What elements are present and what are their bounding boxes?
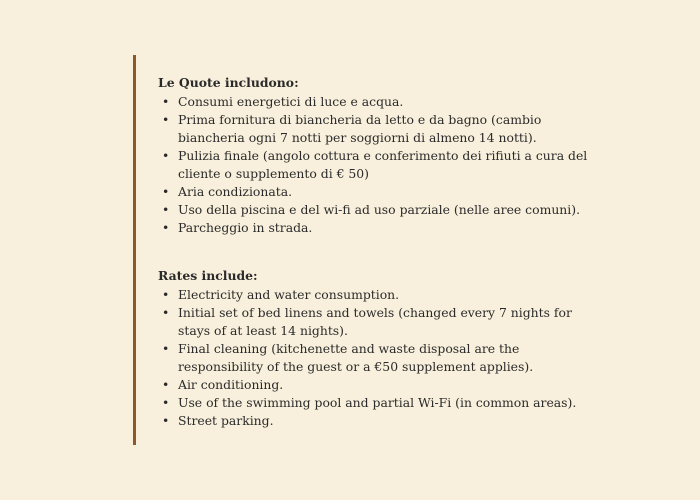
list-item: • Use of the swimming pool and partial Wi-Fi (in common areas). xyxy=(158,394,598,412)
list-item: • Consumi energetici di luce e acqua. xyxy=(158,93,598,111)
list-item: • Initial set of bed linens and towels (changed every 7 nights for stays of at least 14 nights). xyxy=(158,304,598,340)
list-item: • Electricity and water consumption. xyxy=(158,286,598,304)
italian-inclusions-list xyxy=(158,93,598,237)
english-rates-section xyxy=(158,267,598,430)
list-item: • Parcheggio in strada. xyxy=(158,219,598,237)
list-item: • Street parking. xyxy=(158,412,598,430)
italian-rates-section xyxy=(158,74,598,237)
list-item: • Uso della piscina e del wi-fi ad uso parziale (nelle aree comuni). xyxy=(158,201,598,219)
english-heading: Rates include: xyxy=(158,268,258,283)
list-item: • Aria condizionata. xyxy=(158,183,598,201)
list-item: • Air conditioning. xyxy=(158,376,598,394)
list-item: • Final cleaning (kitchenette and waste disposal are the responsibility of the guest or a €50 supplement applies). xyxy=(158,340,598,376)
italian-heading: Le Quote includono: xyxy=(158,75,299,90)
list-item: • Prima fornitura di biancheria da letto e da bagno (cambio biancheria ogni 7 notti per soggiorni di almeno 14 notti). xyxy=(158,111,598,147)
english-inclusions-list xyxy=(158,286,598,430)
list-item: • Pulizia finale (angolo cottura e conferimento dei rifiuti a cura del cliente o supplemento di € 50) xyxy=(158,147,598,183)
vertical-divider xyxy=(133,55,136,445)
